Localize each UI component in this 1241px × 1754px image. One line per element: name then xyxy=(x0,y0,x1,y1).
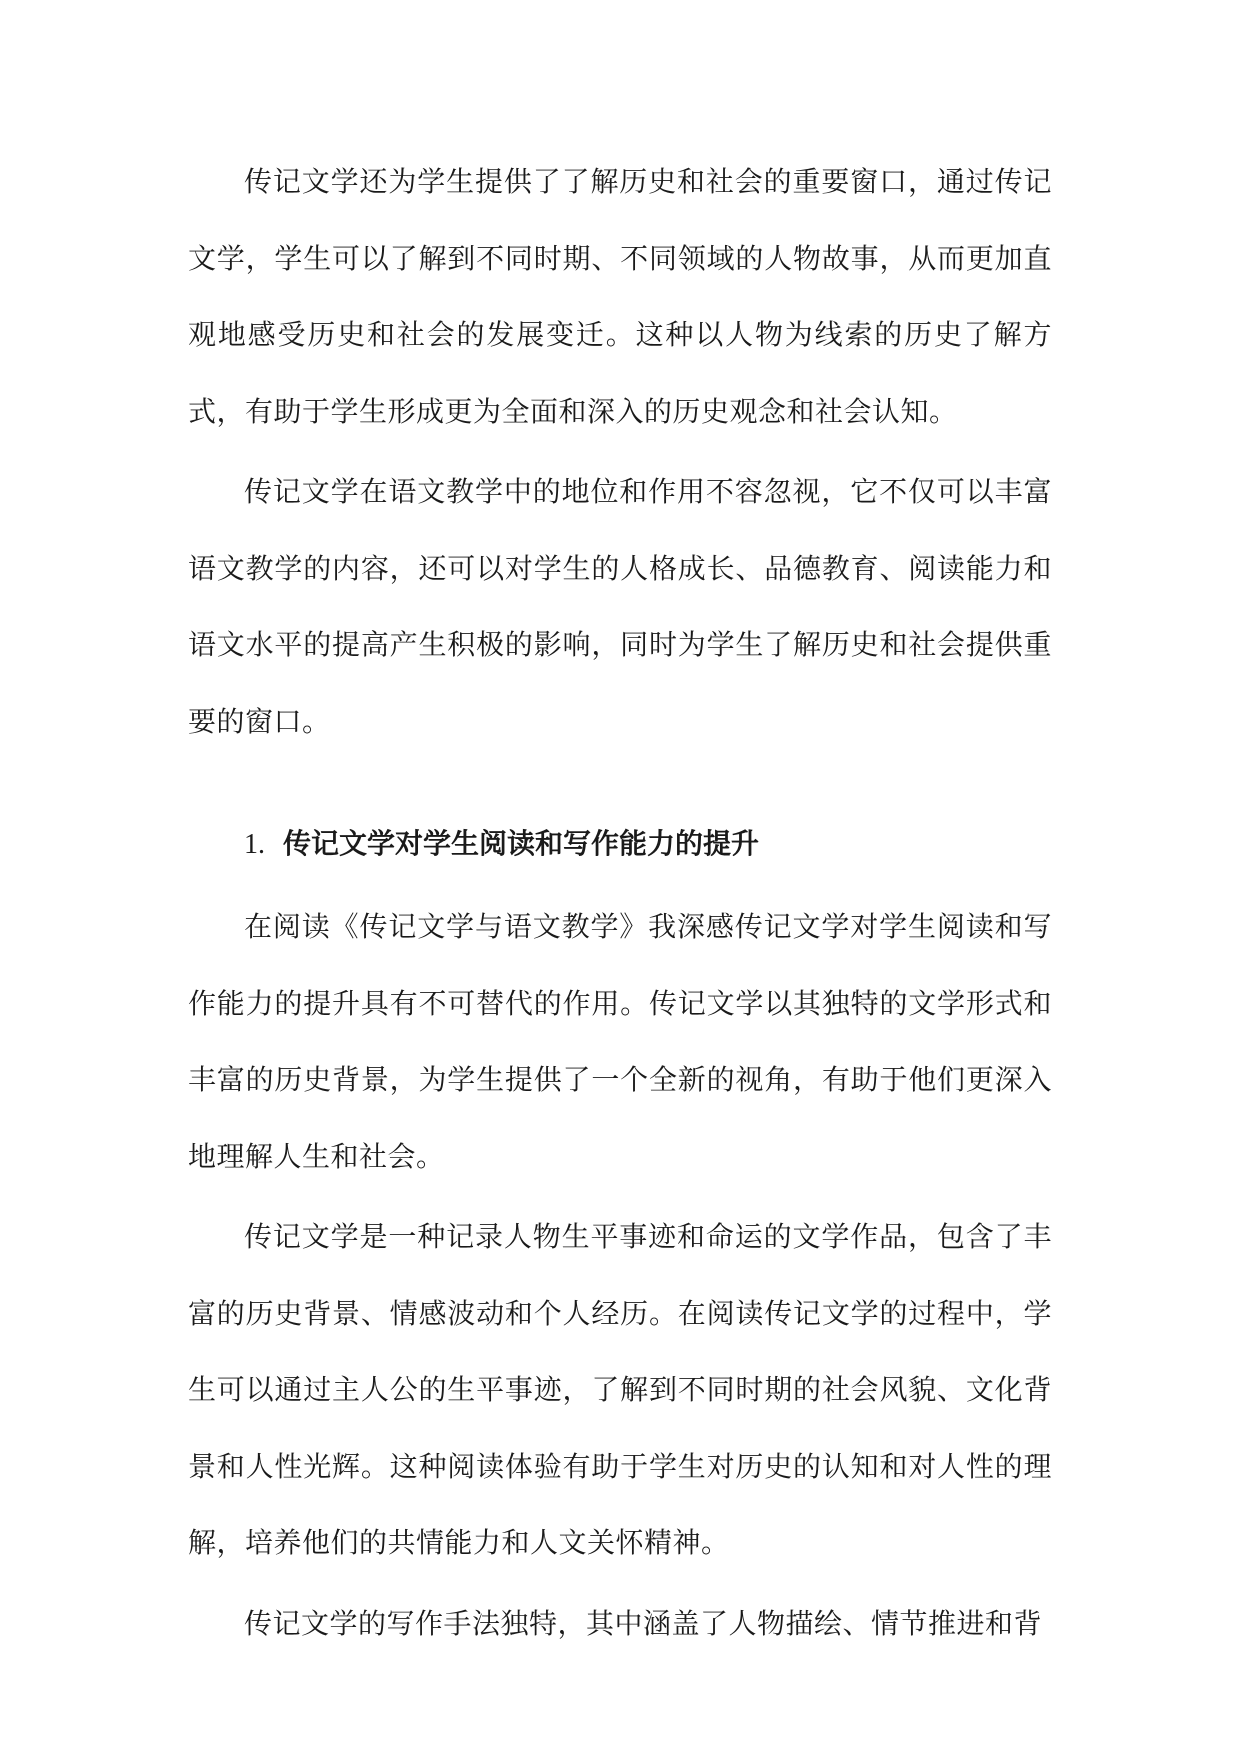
document-body xyxy=(188,144,1052,1666)
body-paragraph: 在阅读《传记文学与语文教学》我深感传记文学对学生阅读和写作能力的提升具有不可替代的作用。传记文学以其独特的文学形式和丰富的历史背景，为学生提供了一个全新的视角，有助于他们更深入地理解人生和社会。 xyxy=(188,910,1052,1173)
body-paragraph: 传记文学是一种记录人物生平事迹和命运的文学作品，包含了丰富的历史背景、情感波动和个人经历。在阅读传记文学的过程中，学生可以通过主人公的生平事迹，了解到不同时期的社会风貌、文化背景和人性光辉。这种阅读体验有助于学生对历史的认知和对人性的理解，培养他们的共情能力和人文关怀精神。 xyxy=(188,1220,1052,1559)
section-title: 传记文学对学生阅读和写作能力的提升 xyxy=(283,827,760,860)
body-paragraph: 传记文学还为学生提供了了解历史和社会的重要窗口，通过传记文学，学生可以了解到不同时期、不同领域的人物故事，从而更加直观地感受历史和社会的发展变迁。这种以人物为线索的历史了解方式，有助于学生形成更为全面和深入的历史观念和社会认知。 xyxy=(188,165,1052,428)
body-paragraph: 传记文学在语文教学中的地位和作用不容忽视，它不仅可以丰富语文教学的内容，还可以对学生的人格成长、品德教育、阅读能力和语文水平的提高产生积极的影响，同时为学生了解历史和社会提供重要的窗口。 xyxy=(188,475,1052,738)
section-heading xyxy=(188,806,1052,883)
body-paragraph: 传记文学的写作手法独特，其中涵盖了人物描绘、情节推进和背 xyxy=(244,1606,1043,1640)
section-number: 1. xyxy=(244,829,265,860)
